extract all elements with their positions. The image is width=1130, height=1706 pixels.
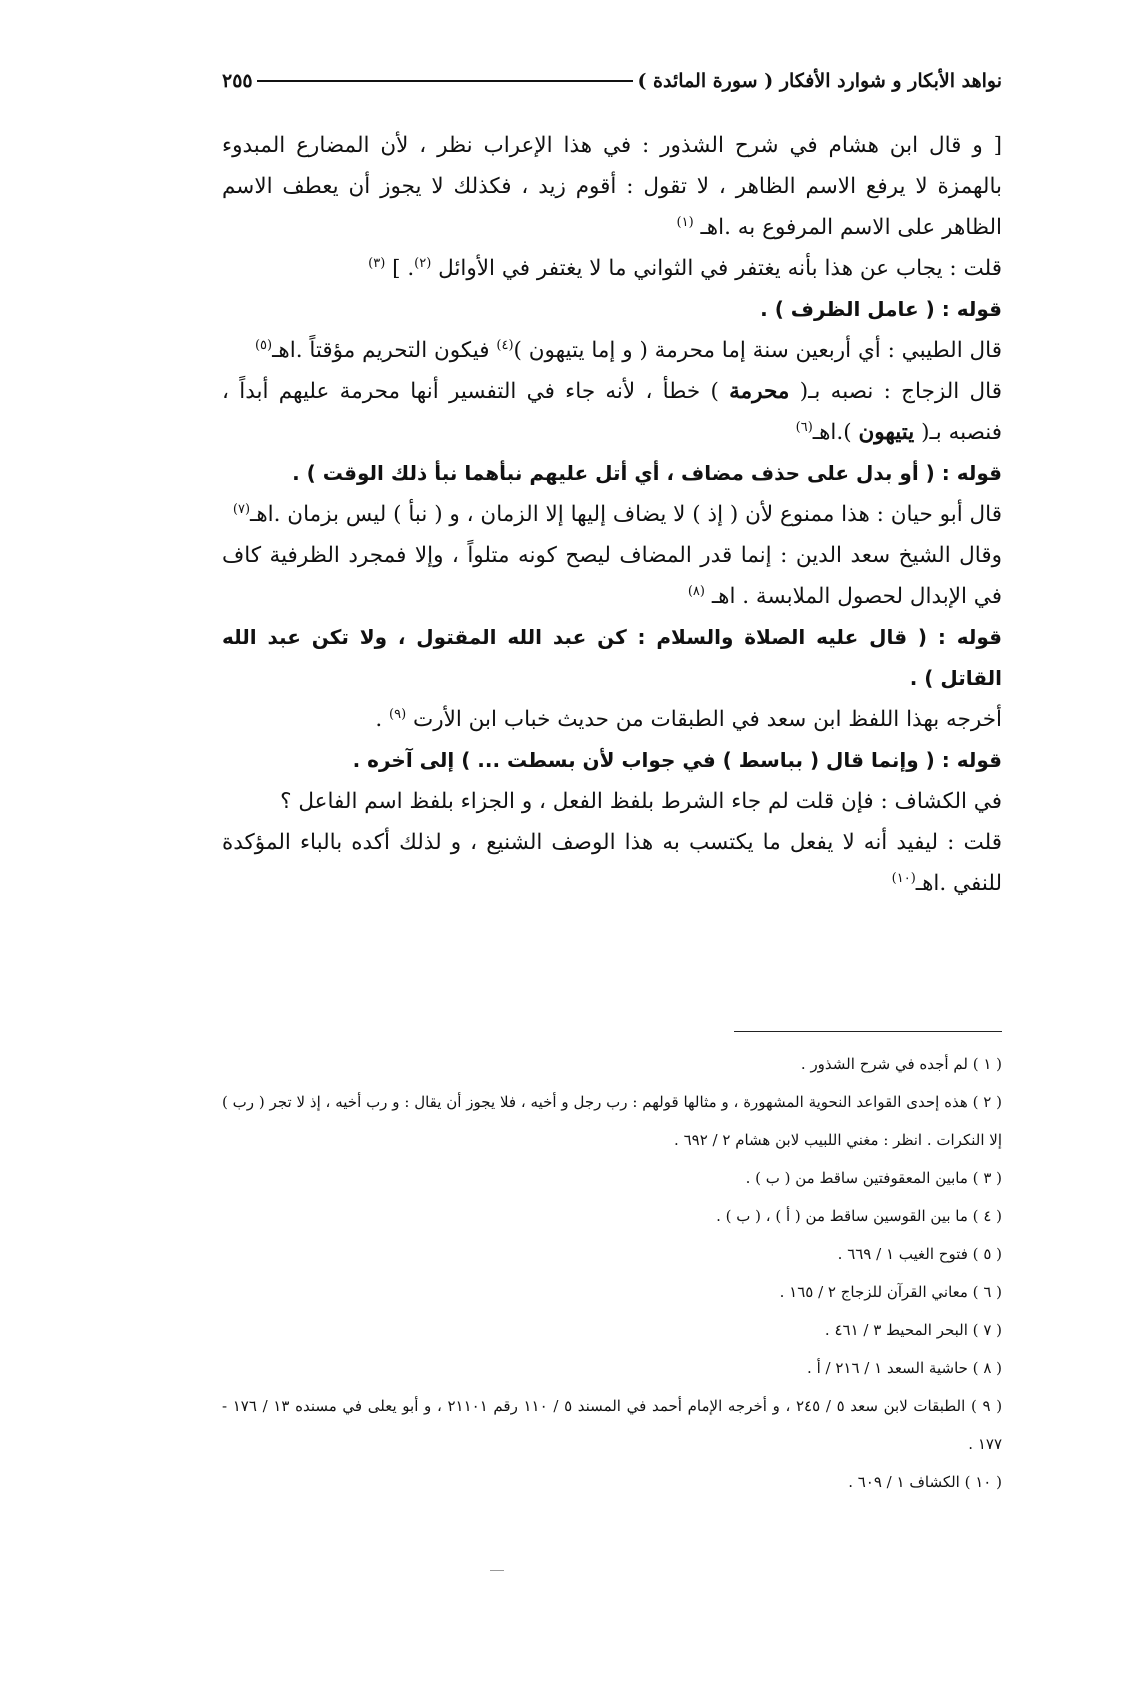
paragraph: أخرجه بهذا اللفظ ابن سعد في الطبقات من حديث خباب ابن الأرت $^{(٩)}$ . bbox=[375, 706, 1002, 732]
footnote-ref: (٣) bbox=[368, 255, 386, 271]
footnote-separator bbox=[734, 1031, 1002, 1032]
footnote: ( ٣ ) مابين المعقوفتين ساقط من ( ب ) . bbox=[745, 1169, 1002, 1187]
footnote-ref: (٧) bbox=[232, 501, 251, 517]
paragraph: قال أبو حيان : هذا ممنوع لأن ( إذ ) لا يضاف إليها إلا الزمان ، و ( نبأ ) ليس بزمان .اهـ$^{(٧)}$ bbox=[232, 501, 1002, 527]
footnote-ref: (٦) bbox=[795, 419, 813, 435]
paragraph: قال الزجاج : نصبه بـ( محرمة ) خطأ ، لأنه جاء في التفسير أنها محرمة عليهم أبداً ، فنصبه بـ( يتيهون ).اهـ$^{(٦)}$ bbox=[222, 379, 1002, 445]
paragraph: قلت : ليفيد أنه لا يفعل ما يكتسب به هذا الوصف الشنيع ، و لذلك أكده بالباء المؤكدة للنفي .اهـ$^{(١٠)}$ bbox=[222, 830, 1002, 896]
footnote-ref: (٤) bbox=[496, 337, 514, 353]
header-title: نواهد الأبكار و شوارد الأفكار ( سورة المائدة ) bbox=[637, 70, 1002, 92]
footnote-ref: (١٠) bbox=[891, 870, 916, 886]
footnotes bbox=[222, 1045, 1002, 1501]
footnote: ( ٩ ) الطبقات لابن سعد ٥ / ٢٤٥ ، و أخرجه الإمام أحمد في المسند ٥ / ١١٠ رقم ٢١١٠١ ، و أبو يعلى في مسنده ١٣ / ١٧٦ - ١٧٧ . bbox=[222, 1397, 1003, 1453]
footnote: ( ٦ ) معاني القرآن للزجاج ٢ / ١٦٥ . bbox=[779, 1283, 1002, 1301]
footnote: ( ١ ) لم أجده في شرح الشذور . bbox=[800, 1055, 1002, 1073]
footnote-ref: (٩) bbox=[389, 706, 407, 722]
section-heading: قوله : ( وإنما قال ( بباسط ) في جواب لأن بسطت ... ) إلى آخره . bbox=[352, 748, 1002, 772]
running-header bbox=[222, 66, 1002, 96]
footnote-ref: (٢) bbox=[414, 255, 432, 271]
scan-mark bbox=[490, 1570, 504, 1571]
section-heading: قوله : ( أو بدل على حذف مضاف ، أي أتل عليهم نبأهما نبأ ذلك الوقت ) . bbox=[292, 461, 1002, 485]
footnote: ( ٥ ) فتوح الغيب ١ / ٦٦٩ . bbox=[837, 1245, 1002, 1263]
header-rule bbox=[257, 80, 634, 82]
page-number: ٢٥٥ bbox=[222, 70, 253, 92]
footnote: ( ٧ ) البحر المحيط ٣ / ٤٦١ . bbox=[824, 1321, 1002, 1339]
bold-word: محرمة bbox=[729, 379, 790, 404]
paragraph: [ و قال ابن هشام في شرح الشذور : في هذا الإعراب نظر ، لأن المضارع المبدوء بالهمزة لا يرفع الاسم الظاهر ، لا تقول : أقوم زيد ، فكذلك لا يجوز أن يعطف الاسم الظاهر على الاسم المرفوع به .اهـ $^{(١)}$ bbox=[222, 133, 1002, 240]
section-heading: قوله : ( قال عليه الصلاة والسلام : كن عبد الله المقتول ، ولا تكن عبد الله القاتل ) . bbox=[222, 625, 1002, 690]
bold-word: يتيهون bbox=[858, 420, 915, 445]
paragraph: في الكشاف : فإن قلت لم جاء الشرط بلفظ الفعل ، و الجزاء بلفظ اسم الفاعل ؟ bbox=[280, 789, 1002, 814]
footnote-ref: (٥) bbox=[254, 337, 273, 353]
footnote-ref: (٨) bbox=[687, 583, 705, 599]
footnote: ( ١٠ ) الكشاف ١ / ٦٠٩ . bbox=[848, 1473, 1002, 1491]
footnote: ( ٢ ) هذه إحدى القواعد النحوية المشهورة ، و مثالها قولهم : رب رجل و أخيه ، فلا يجوز أن يقال : و رب أخيه ، إذ لا تجر ( رب ) إلا النكرات . انظر : مغني اللبيب لابن هشام ٢ / ٦٩٢ . bbox=[222, 1093, 1002, 1149]
paragraph: قلت : يجاب عن هذا بأنه يغتفر في الثواني ما لا يغتفر في الأوائل $^{(٢)}$. ] $^{(٣)}$ bbox=[368, 255, 1002, 281]
paragraph: قال الطيبي : أي أربعين سنة إما محرمة ( و إما يتيهون )$^{(٤)}$ فيكون التحريم مؤقتاً .اهـ$^{(٥)}$ bbox=[254, 337, 1002, 363]
section-heading: قوله : ( عامل الظرف ) . bbox=[760, 297, 1002, 321]
main-text bbox=[222, 125, 1002, 904]
paragraph: وقال الشيخ سعد الدين : إنما قدر المضاف ليصح كونه متلواً ، وإلا فمجرد الظرفية كاف في الإبدال لحصول الملابسة . اهـ $^{(٨)}$ bbox=[222, 543, 1002, 609]
footnote-ref: (١) bbox=[676, 214, 694, 230]
footnote: ( ٨ ) حاشية السعد ١ / ٢١٦ / أ . bbox=[807, 1359, 1002, 1377]
footnote: ( ٤ ) ما بين القوسين ساقط من ( أ ) ، ( ب ) . bbox=[716, 1207, 1002, 1225]
